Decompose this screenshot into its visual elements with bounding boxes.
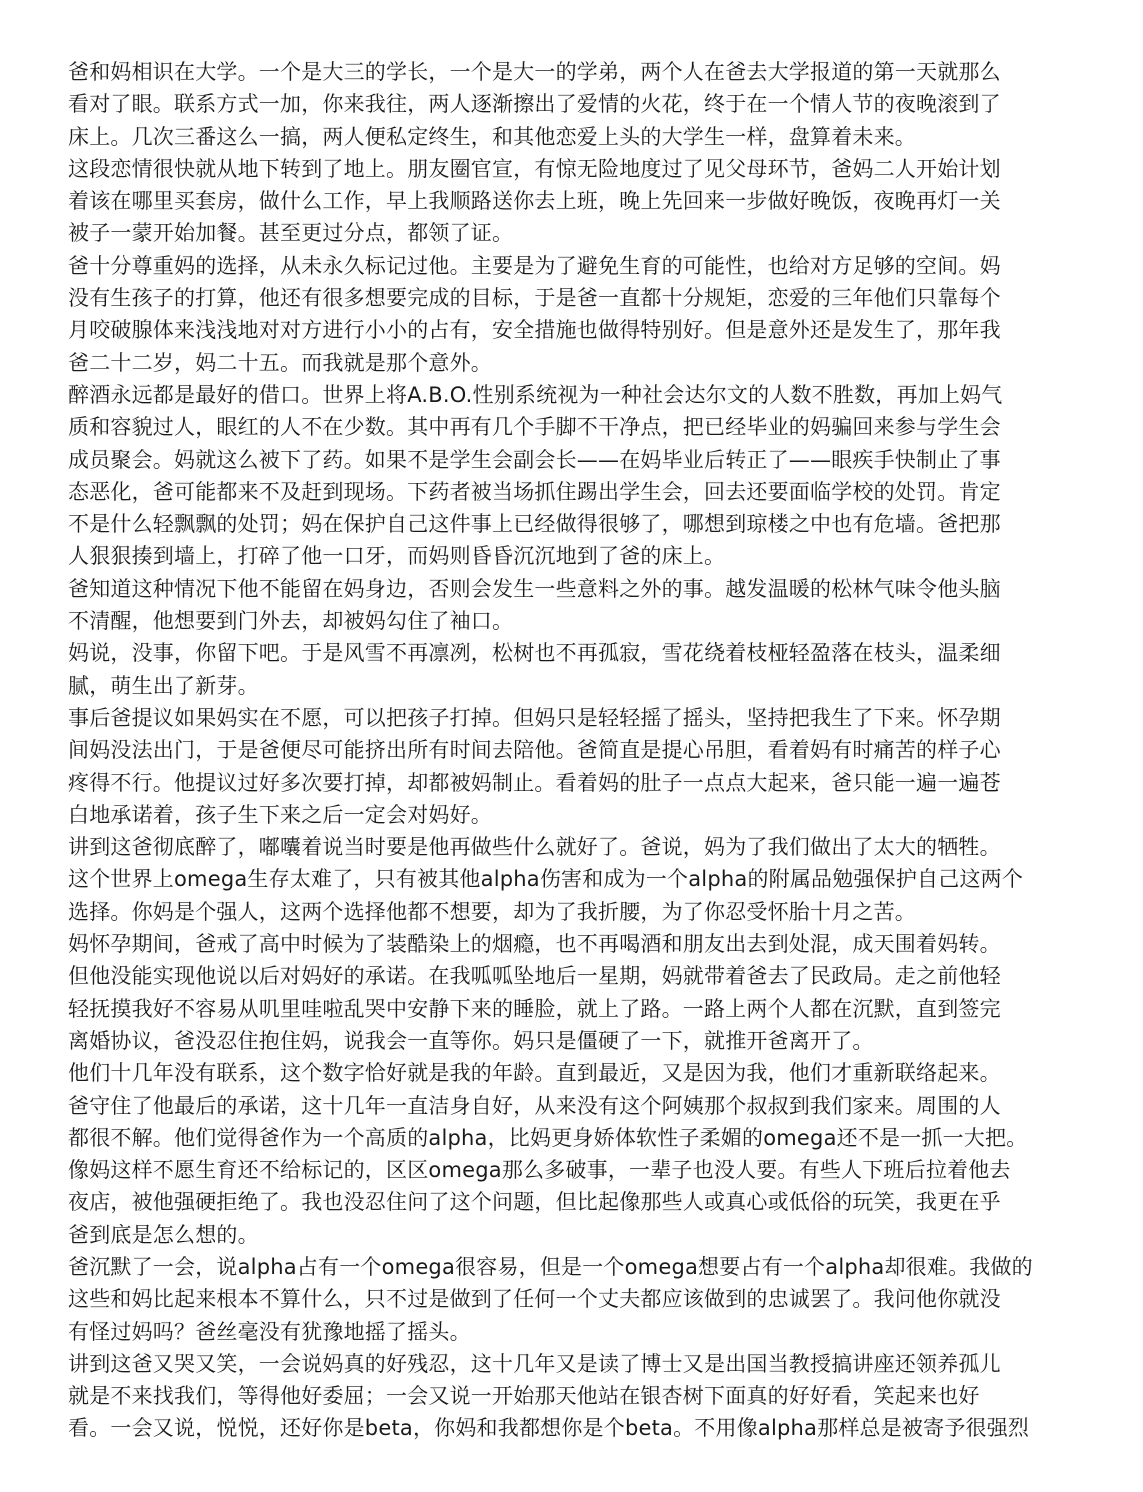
text-line: 看。一会又说，悦悦，还好你是beta，你妈和我都想你是个beta。不用像alpha那样总是被寄予很强烈 (68, 1416, 1030, 1441)
text-line: 都很不解。他们觉得爸作为一个高质的alpha，比妈更身娇体软性子柔媚的omega还不是一抓一大把。 (68, 1125, 1028, 1150)
text-line: 就是不来找我们，等得他好委屈；一会又说一开始那天他站在银杏树下面真的好好看，笑起来也好 (68, 1384, 980, 1409)
text-line: 离婚协议，爸没忍住抱住妈，说我会一直等你。妈只是僵硬了一下，就推开爸离开了。 (68, 1028, 874, 1053)
text-line: 被子一蒙开始加餐。甚至更过分点，都领了证。 (68, 221, 514, 246)
text-line: 态恶化，爸可能都来不及赶到现场。下药者被当场抓住踢出学生会，回去还要面临学校的处罚。肯定 (68, 479, 1001, 504)
text-line: 这个世界上omega生存太难了，只有被其他alpha伤害和成为一个alpha的附属品勉强保护自己这两个 (68, 867, 1024, 892)
text-line: 这段恋情很快就从地下转到了地上。朋友圈官宣，有惊无险地度过了见父母环节，爸妈二人开始计划 (68, 156, 1001, 181)
text-line: 腻，萌生出了新芽。 (68, 673, 259, 698)
text-line: 他们十几年没有联系，这个数字恰好就是我的年龄。直到最近，又是因为我，他们才重新联络起来。 (68, 1061, 1001, 1086)
text-line: 爸二十二岁，妈二十五。而我就是那个意外。 (68, 350, 492, 375)
text-line: 有怪过妈吗？爸丝毫没有犹豫地摇了摇头。 (68, 1319, 471, 1344)
text-line: 爸知道这种情况下他不能留在妈身边，否则会发生一些意料之外的事。越发温暖的松林气味令他头脑 (68, 576, 1001, 601)
text-line: 看对了眼。联系方式一加，你来我往，两人逐渐擦出了爱情的火花，终于在一个情人节的夜晚滚到了 (68, 92, 1001, 117)
text-line: 夜店，被他强硬拒绝了。我也没忍住问了这个问题，但比起像那些人或真心或低俗的玩笑，我更在乎 (68, 1190, 1001, 1215)
text-line: 爸和妈相识在大学。一个是大三的学长，一个是大一的学弟，两个人在爸去大学报道的第一天就那么 (68, 60, 1001, 84)
text-line: 质和容貌过人，眼红的人不在少数。其中再有几个手脚不干净点，把已经毕业的妈骗回来参与学生会 (68, 415, 1001, 440)
document-body (68, 56, 1088, 1445)
text-line: 但他没能实现他说以后对妈好的承诺。在我呱呱坠地后一星期，妈就带着爸去了民政局。走之前他轻 (68, 964, 1001, 989)
text-line: 讲到这爸彻底醉了，嘟囔着说当时要是他再做些什么就好了。爸说，妈为了我们做出了太大的牺牲。 (68, 835, 1001, 860)
text-line: 妈说，没事，你留下吧。于是风雪不再凛冽，松树也不再孤寂，雪花绕着枝桠轻盈落在枝头，温柔细 (68, 641, 1001, 666)
text-line: 选择。你妈是个强人，这两个选择他都不想要，却为了我折腰，为了你忍受怀胎十月之苦。 (68, 899, 916, 924)
text-line: 爸守住了他最后的承诺，这十几年一直洁身自好，从来没有这个阿姨那个叔叔到我们家来。周围的人 (68, 1093, 1001, 1118)
text-line: 像妈这样不愿生育还不给标记的，区区omega那么多破事，一辈子也没人要。有些人下班后拉着他去 (68, 1158, 1011, 1183)
text-line: 不是什么轻飘飘的处罚；妈在保护自己这件事上已经做得很够了，哪想到琼楼之中也有危墙。爸把那 (68, 512, 1001, 537)
text-line: 轻抚摸我好不容易从叽里哇啦乱哭中安静下来的睡脸，就上了路。一路上两个人都在沉默，直到签完 (68, 996, 1001, 1021)
text-line: 醉酒永远都是最好的借口。世界上将A.B.O.性别系统视为一种社会达尔文的人数不胜数，再加上妈气 (68, 382, 1003, 407)
text-line: 爸沉默了一会，说alpha占有一个omega很容易，但是一个omega想要占有一个alpha却很难。我做的 (68, 1254, 1033, 1279)
text-line: 成员聚会。妈就这么被下了药。如果不是学生会副会长——在妈毕业后转正了——眼疾手快制止了事 (68, 447, 1001, 472)
text-line: 月咬破腺体来浅浅地对对方进行小小的占有，安全措施也做得特别好。但是意外还是发生了，那年我 (68, 318, 1001, 343)
text-line: 间妈没法出门，于是爸便尽可能挤出所有时间去陪他。爸简直是提心吊胆，看着妈有时痛苦的样子心 (68, 738, 1001, 763)
text-line: 着该在哪里买套房，做什么工作，早上我顺路送你去上班，晚上先回来一步做好晚饭，夜晚再灯一关 (68, 189, 1001, 214)
text-line: 这些和妈比起来根本不算什么，只不过是做到了任何一个丈夫都应该做到的忠诚罢了。我问他你就没 (68, 1287, 1001, 1312)
text-line: 爸十分尊重妈的选择，从未永久标记过他。主要是为了避免生育的可能性，也给对方足够的空间。妈 (68, 253, 1001, 278)
text-line: 事后爸提议如果妈实在不愿，可以把孩子打掉。但妈只是轻轻摇了摇头，坚持把我生了下来。怀孕期 (68, 705, 1001, 730)
text-line: 妈怀孕期间，爸戒了高中时候为了装酷染上的烟瘾，也不再喝酒和朋友出去到处混，成天围着妈转。 (68, 932, 1001, 957)
text-line: 没有生孩子的打算，他还有很多想要完成的目标，于是爸一直都十分规矩，恋爱的三年他们只靠每个 (68, 286, 1001, 311)
text-line: 床上。几次三番这么一搞，两人便私定终生，和其他恋爱上头的大学生一样，盘算着未来。 (68, 124, 916, 149)
text-line: 讲到这爸又哭又笑，一会说妈真的好残忍，这十几年又是读了博士又是出国当教授搞讲座还领养孤儿 (68, 1351, 1001, 1376)
text-line: 爸到底是怎么想的。 (68, 1222, 259, 1247)
text-line: 人狠狠揍到墙上，打碎了他一口牙，而妈则昏昏沉沉地到了爸的床上。 (68, 544, 726, 569)
text-line: 白地承诺着，孩子生下来之后一定会对妈好。 (68, 802, 492, 827)
text-line: 不清醒，他想要到门外去，却被妈勾住了袖口。 (68, 609, 514, 634)
text-line: 疼得不行。他提议过好多次要打掉，却都被妈制止。看着妈的肚子一点点大起来，爸只能一遍一遍苍 (68, 770, 1001, 795)
